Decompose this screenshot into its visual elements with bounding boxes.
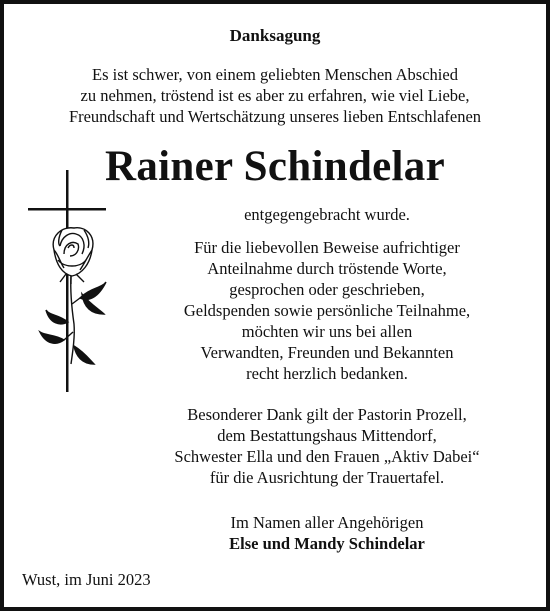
intro-line: zu nehmen, tröstend ist es aber zu erfahren, wie viel Liebe,	[80, 86, 470, 105]
thanks-line: Geldspenden sowie persönliche Teilnahme,	[183, 301, 471, 320]
deceased-name: Rainer Schindelar	[105, 143, 445, 190]
intro-line: Freundschaft und Wertschätzung unseres lieben Entschlafenen	[68, 107, 482, 126]
signature-names: Else und Mandy Schindelar	[229, 534, 425, 553]
thanks-line: möchten wir uns bei allen	[241, 322, 413, 341]
received-line: entgegengebracht wurde.	[244, 205, 410, 224]
place-date: Wust, im Juni 2023	[22, 570, 151, 589]
special-thanks-line: Schwester Ella und den Frauen „Aktiv Dabei“	[174, 447, 480, 466]
rose-icon	[40, 228, 106, 364]
cross-icon	[28, 170, 106, 392]
intro-line: Es ist schwer, von einem geliebten Menschen Abschied	[92, 65, 458, 84]
thanks-line: gesprochen oder geschrieben,	[229, 280, 425, 299]
thanks-line: Für die liebevollen Beweise aufrichtiger	[194, 238, 460, 257]
special-thanks-line: dem Bestattungshaus Mittendorf,	[217, 426, 437, 445]
signature-block	[100, 512, 550, 554]
special-thanks-line: für die Ausrichtung der Trauertafel.	[209, 468, 445, 487]
thanks-line: Verwandten, Freunden und Bekannten	[200, 343, 454, 362]
thanks-text	[100, 237, 550, 384]
special-thanks-text	[100, 404, 550, 488]
thanks-line: recht herzlich bedanken.	[246, 364, 408, 383]
intro-text	[4, 64, 546, 127]
thanks-line: Anteilnahme durch tröstende Worte,	[207, 259, 447, 278]
notice-title: Danksagung	[229, 26, 321, 45]
special-thanks-line: Besonderer Dank gilt der Pastorin Prozell,	[187, 405, 467, 424]
signature-intro: Im Namen aller Angehörigen	[230, 513, 424, 532]
